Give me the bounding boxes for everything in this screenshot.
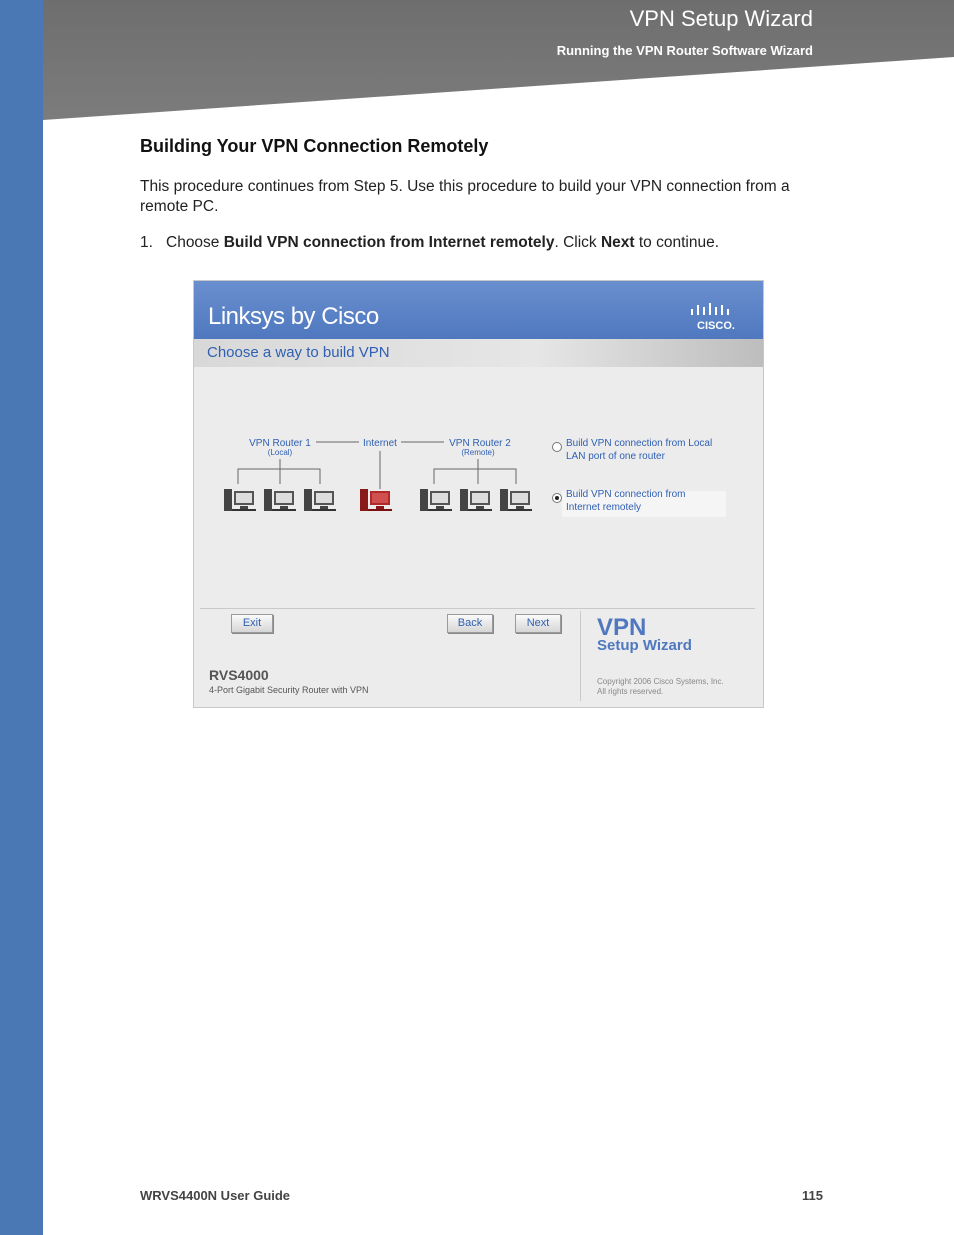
copyright: Copyright 2006 Cisco Systems, Inc. All rights reserved. (597, 677, 724, 696)
step-number: 1. (140, 234, 153, 251)
option-internet-remote[interactable]: Build VPN connection from Internet remotely (566, 489, 686, 514)
step-middle: . Click (554, 234, 601, 251)
choose-bar (194, 339, 763, 367)
left-color-bar (0, 0, 43, 1235)
intro-paragraph: This procedure continues from Step 5. Use this procedure to build your VPN connection from a remote PC. (140, 178, 790, 215)
model-name: RVS4000 (209, 667, 269, 683)
footer-page-number: 115 (802, 1188, 823, 1203)
radio-internet-remote[interactable] (552, 493, 562, 503)
step-button-bold: Next (600, 234, 635, 251)
network-diagram (194, 421, 574, 521)
step-1 (140, 234, 719, 252)
router1-sub: (Local) (267, 448, 293, 457)
router2-label: VPN Router 2 (449, 438, 511, 449)
cisco-logo-text: CISCO. (697, 320, 735, 332)
computer-icons (224, 489, 532, 511)
vpn-subtitle: Setup Wizard (597, 637, 692, 654)
step-suffix: to continue. (634, 234, 720, 251)
choose-title: Choose a way to build VPN (207, 344, 390, 361)
section-subtitle: Running the VPN Router Software Wizard (556, 43, 813, 58)
header-band (43, 0, 954, 125)
section-heading: Building Your VPN Connection Remotely (140, 136, 489, 156)
vpn-title: VPN (597, 614, 647, 641)
chapter-title: VPN Setup Wizard (629, 6, 813, 31)
step-option-bold: Build VPN connection from Internet remotely (223, 234, 555, 251)
router1-label: VPN Router 1 (249, 438, 311, 449)
radio-local-lan[interactable] (552, 442, 562, 452)
footer-guide-title: WRVS4400N User Guide (140, 1188, 291, 1203)
next-button[interactable]: Next (515, 614, 561, 633)
model-description: 4-Port Gigabit Security Router with VPN (209, 685, 369, 695)
option-local-lan[interactable]: Build VPN connection from Local LAN port of one router (566, 438, 712, 463)
internet-label: Internet (363, 438, 397, 449)
exit-button[interactable]: Exit (231, 614, 273, 633)
wizard-header (194, 281, 763, 339)
brand-title: Linksys by Cisco (208, 303, 379, 330)
router2-sub: (Remote) (461, 448, 495, 457)
wizard-screenshot (193, 280, 764, 708)
cisco-logo-icon (687, 301, 745, 333)
back-button[interactable]: Back (447, 614, 493, 633)
step-prefix: Choose (166, 234, 224, 251)
